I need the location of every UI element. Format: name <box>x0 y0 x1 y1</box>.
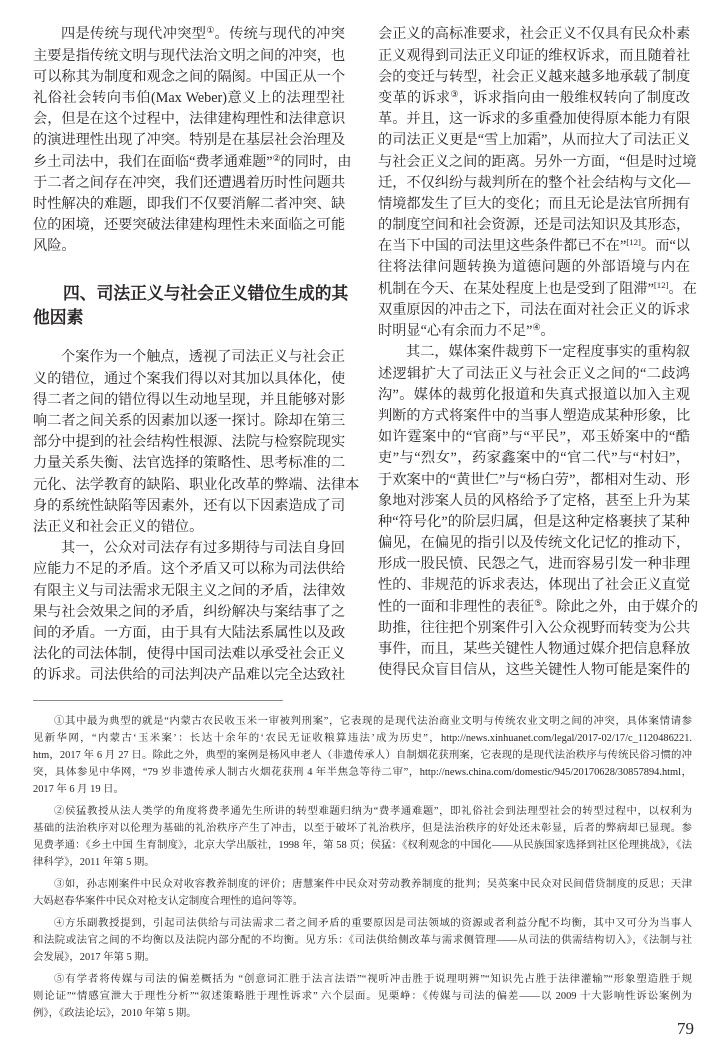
footnote-line: htm，2017 年 6 月 27 日。除此之外，典型的案例是杨风申老人（非遗传承人）自制烟花获刑案，它表现的是现代法治秩序与传统民俗习惯的冲 <box>33 750 692 761</box>
footnote-line: 和法院或法官之间的不均衡以及法院内部分配的不均衡。见方乐：《司法供给侧改革与需求侧管理——从司法的供需结构切入》，《法制与社 <box>33 935 692 946</box>
text-line: 的演进理性出现了冲突。特别是在基层社会治理及 <box>33 132 346 149</box>
text-line: 在当下中国的司法里这些条件都已不在”[12]。而“以 <box>378 237 690 255</box>
text-line: 事件，而且，某些关键性人物通过媒介把信息释放 <box>378 641 691 658</box>
footnote-reference[interactable]: ② <box>272 152 281 163</box>
text-line: 象地对涉案人员的风格给予了定格，甚至上升为某 <box>378 492 691 509</box>
footnote-line: 突，具体参见中华网，“79 岁非遗传承人制古火烟花获刑 4 年半焦急等待二审”，http://news.china.com/domestic/945/20170628/30857894.html， <box>33 767 692 778</box>
footnote-reference[interactable]: ③ <box>450 89 459 100</box>
footnote-line: 基础的法治秩序对以伦理为基础的礼治秩序产生了冲击，以至于破坏了礼治秩序，但是法治秩序的好处还未彰显，后者的弊病却已显现。参 <box>33 823 692 834</box>
text-line: 法正义和社会正义的错位。 <box>33 518 204 535</box>
footnote-1 <box>33 713 692 798</box>
text-line: 身的系统性缺陷等因素外，还有以下因素造成了司 <box>33 497 346 514</box>
text-line: 的诉求。司法供给的司法判决产品难以完全达致社 <box>33 667 346 684</box>
text-line: 其二，媒体案件裁剪下一定程度事实的重构叙 <box>406 344 690 361</box>
footnote-reference[interactable]: ④ <box>532 322 541 333</box>
footnote-line: 2017 年 6 月 19 日。 <box>33 784 124 795</box>
text-line: 述逻辑扩大了司法正义与社会正义之间的“二歧鸿 <box>378 365 690 382</box>
footnote-line: 会发展》，2017 年第 5 期。 <box>33 952 156 963</box>
text-line: 主要是指传统文明与现代法治文明之间的冲突，也 <box>33 47 346 64</box>
footnote-2 <box>33 803 692 871</box>
footnote-line: 则论证”“情感宣泄大于理性分析”“叙述策略胜于理性诉求” 六个层面。见栗峥：《传媒与司法的偏差——以 2009 十大影响性诉讼案例为 <box>33 991 692 1002</box>
body-paragraph <box>33 538 345 686</box>
footnote-3 <box>33 876 692 910</box>
text-line: 沟”。媒体的裁剪化报道和失真式报道以加入主观 <box>378 386 690 403</box>
text-line: 判断的方式将案件中的当事人塑造成某种形象，比 <box>378 407 691 424</box>
text-line: 乡土司法中，我们在面临“费孝通难题”②的同时，由 <box>33 152 352 170</box>
section-heading <box>33 281 349 329</box>
footnote-reference[interactable]: ① <box>206 25 215 36</box>
text-line: 可以称其为制度和观念之间的隔阂。中国正从一个 <box>33 68 346 85</box>
text-line: 会，但是在这个过程中，法律建构理性和法律意识 <box>33 111 346 128</box>
text-line: 情境都发生了巨大的变化；而且无论是法官所拥有 <box>378 195 691 212</box>
footnote-line: ④方乐副教授提到，引起司法供给与司法需求二者之间矛盾的重要原因是司法领域的资源或者利益分配不均衡，其中又可分为当事人 <box>54 918 692 929</box>
text-line: 迁，不仅纠纷与裁判所在的整个社会结构与文化— <box>378 174 691 191</box>
text-line: 响二者之间关系的因素加以逐一探讨。除却在第三 <box>33 412 346 429</box>
text-line: 时性解决的难题，即我们不仅要消解二者冲突、缺 <box>33 195 346 212</box>
text-line: 应能力不足的矛盾。这个矛盾又可以称为司法供给 <box>33 561 346 578</box>
text-line: 于欢案中的“黄世仁”与“杨白劳”，都相对生动、形 <box>378 471 690 488</box>
text-line: 正义观得到司法正义印证的维权诉求，而且随着社 <box>378 47 691 64</box>
text-line: 义的错位，通过个案我们得以对其加以具体化，使 <box>33 370 346 387</box>
text-line: 会的变迁与转型，社会正义越来越多地承载了制度 <box>378 68 691 85</box>
body-paragraph <box>378 342 699 681</box>
body-paragraph <box>378 24 697 342</box>
body-paragraph <box>33 24 352 257</box>
text-line: 性的、非规范的诉求表达，体现出了社会正义直觉 <box>378 577 691 594</box>
text-line: 往将法律问题转换为道德问题的外部语境与内在 <box>378 259 690 276</box>
text-line: 双重原因的冲击之下，司法在面对社会正义的诉求 <box>378 301 691 318</box>
text-line: 会正义的高标准要求，社会正义不仅具有民众朴素 <box>378 26 691 43</box>
footnote-line: 见新华网，“内蒙古‘玉米案’：长达十余年的‘农民无证收粮算违法’成为历史”，http://news.xinhuanet.com/legal/2017-02/17/c_1120486221. <box>33 733 692 744</box>
footnote-line: ③如，孙志刚案件中民众对收容教养制度的评价；唐慧案件中民众对劳动教养制度的批判；吴英案中民众对民间借贷制度的反思；天津 <box>54 879 692 890</box>
text-line: 机制在今天、在某处程度上也是受到了阻滞”[12]。在 <box>378 279 697 297</box>
footnote-reference[interactable]: [12] <box>653 279 669 290</box>
text-line: 革。并且，这一诉求的多重叠加使得原本能力有限 <box>378 111 691 128</box>
text-line: 偏见，在偏见的指引以及传统文化记忆的推动下， <box>378 535 691 552</box>
footnote-line: ②侯猛教授从法人类学的角度将费孝通先生所讲的转型难题归纳为“费孝通难题”，即礼俗社会到法理型社会的转型过程中，以权利为 <box>54 806 692 817</box>
text-line: 礼俗社会转向韦伯(Max Weber)意义上的法理型社 <box>33 89 345 106</box>
text-line: 如许霆案中的“官商”与“平民”，邓玉娇案中的“酷 <box>378 429 690 446</box>
footnote-4 <box>33 915 692 966</box>
text-line: 吏”与“烈女”，药家鑫案中的“官二代”与“村妇”， <box>378 450 690 467</box>
text-line: 与社会正义之间的距离。另外一方面，“但是时过境 <box>378 153 697 170</box>
text-line: 其一，公众对司法存有过多期待与司法自身回 <box>61 540 345 557</box>
footnote-line: 律科学》，2011 年第 5 期。 <box>33 857 155 868</box>
footnote-reference[interactable]: [12] <box>626 237 641 248</box>
text-line: 位的困境，还要突破法律建构理性未来面临之可能 <box>33 217 346 234</box>
page-number: 79 <box>677 1019 694 1038</box>
text-line: 的制度空间和社会资源，还是司法知识及其形态， <box>378 217 691 234</box>
footnote-line: 大妈赵春华案件中民众对枪支认定制度合理性的追问等等。 <box>33 896 304 907</box>
text-line: 有限主义与司法需求无限主义之间的矛盾，法律效 <box>33 582 346 599</box>
footnote-separator <box>33 700 283 701</box>
footnotes <box>33 713 692 1027</box>
text-line: 时明显“心有余而力不足”④。 <box>378 322 555 340</box>
text-line: 间的矛盾。一方面，由于具有大陆法系属性以及政 <box>33 624 346 641</box>
text-line: 元化、法学教育的缺陷、职业化改革的弊端、法律本 <box>33 476 360 493</box>
body-paragraph <box>33 347 360 538</box>
text-line: 助推，往往把个别案件引入公众视野而转变为公共 <box>378 619 691 636</box>
text-line: 性的一面和非理性的表征⑤。除此之外，由于媒介的 <box>378 597 699 615</box>
text-line: 得二者之间的错位得以生动地呈现，并且能够对影 <box>33 391 346 408</box>
text-line: 力量关系失衡、法官选择的策略性、思考标准的二 <box>33 455 346 472</box>
footnote-line: ①其中最为典型的就是“内蒙古农民收玉米一审被判刑案”，它表现的是现代法治商业文明与传统农业文明之间的冲突，具体案情请参 <box>54 716 692 727</box>
footnote-reference[interactable]: ⑤ <box>534 597 542 608</box>
text-line: 部分中提到的社会结构性根源、法院与检察院现实 <box>33 434 346 451</box>
footnote-line: ⑤有学者将传媒与司法的偏差概括为 “创意词汇胜于法言法语”“视听冲击胜于说理明辨”“知识先占胜于法律灌输”“形象塑造胜于规 <box>54 974 692 985</box>
text-line: 变革的诉求③，诉求指向由一般维权转向了制度改 <box>378 89 690 106</box>
text-line: 四是传统与现代冲突型①。传统与现代的冲突 <box>61 25 345 43</box>
text-line: 种“符号化”的阶层归属，但是这种定格裹挟了某种 <box>378 513 690 530</box>
footnote-5 <box>33 971 692 1022</box>
text-line: 形成一股民愤、民怨之气，进而容易引发一种非理 <box>378 556 691 573</box>
text-line: 果与社会效果之间的矛盾，纠纷解决与案结事了之 <box>33 603 346 620</box>
footnote-line: 见费孝通：《乡土中国 生育制度》，北京大学出版社，1998 年，第 58 页；侯猛：《权利观念的中国化——从民族国家选择到社区伦理挑战》，《法 <box>33 840 692 851</box>
footnote-line: 例》，《政法论坛》，2010 年第 5 期。 <box>33 1008 197 1019</box>
text-line: 的司法正义更是“雪上加霜”，从而拉大了司法正义 <box>378 132 690 149</box>
text-line: 于二者之间存在冲突，我们还遭遇着历时性问题共 <box>33 174 346 191</box>
text-line: 个案作为一个触点，透视了司法正义与社会正 <box>61 349 345 366</box>
heading-line: 他因素 <box>33 307 84 327</box>
text-line: 风险。 <box>33 238 76 255</box>
text-line: 使得民众盲目信从，这些关键性人物可能是案件的 <box>378 662 691 679</box>
heading-line: 四、司法正义与社会正义错位生成的其 <box>63 283 349 303</box>
text-line: 法化的司法体制，使得中国司法难以承受社会正义 <box>33 646 346 663</box>
